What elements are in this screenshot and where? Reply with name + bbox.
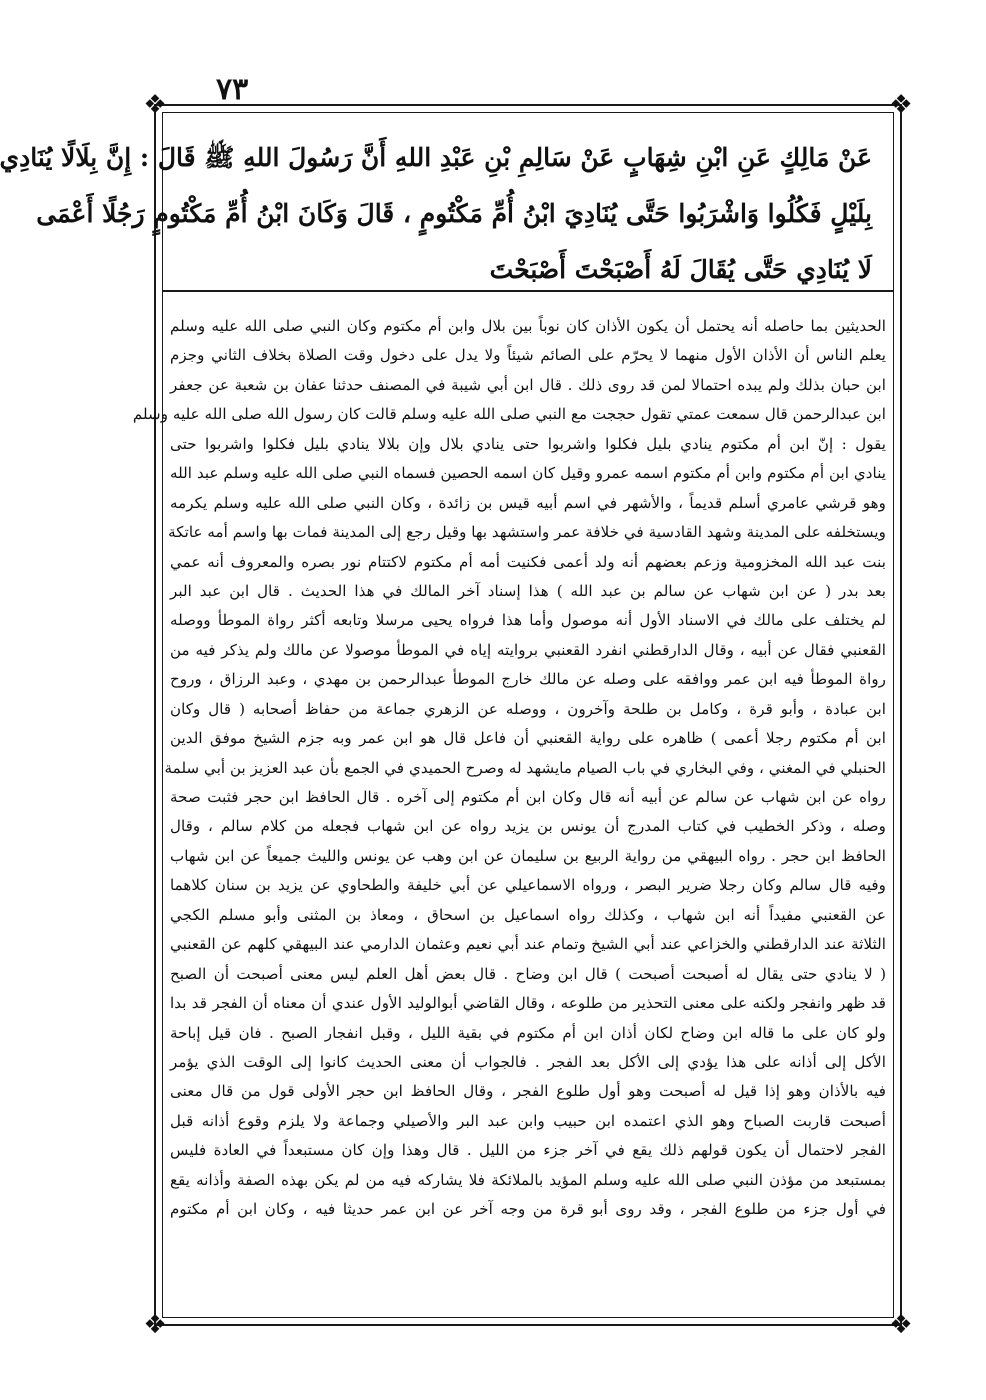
commentary-line: فيه بالأذان وهو إذا قيل له أصبحت وهو أول طلوع الفجر ، وقال الحافظ ابن حجر الأولى قول من قال معنى <box>170 1082 886 1101</box>
commentary-line: الحافظ ابن حجر . رواه البيهقي من رواية الربيع بن سليمان عن ابن وهب عن يونس والليث جميعاً عن ابن شهاب <box>170 846 886 865</box>
commentary-line: بنت عبد الله المخزومية وزعم بعضهم أنه ولد أعمى فكنيت أمه أم مكتوم لاكتتام نور بصره والمعروف أنه عمي <box>170 552 886 571</box>
commentary-line: أصبحت قاربت الصباح وهو الذي اعتمده ابن حبيب وابن عبد البر والأصيلي وجماعة ولا يلزم وقوع أذانه قبل <box>170 1111 886 1130</box>
hadith-text-box <box>0 112 894 292</box>
commentary-line: يعلم الناس أن الأذان الأول منهما لا يحرّم على الصائم شيئاً ولا يدل على دخول وقت الصلاة بخلاف الثاني وجزم <box>170 346 886 365</box>
commentary-line: وهو قرشي عامري أسلم قديماً ، والأشهر في اسم أبيه قيس بن زائدة ، وكان النبي صلى الله عليه وسلم يكرمه <box>170 493 886 512</box>
commentary-line: يقول : إنّ ابن أم مكتوم ينادي بليل فكلوا واشربوا حتى ينادي بلال وإن بلالا ينادي بليل فكلوا واشربوا حتى <box>170 434 886 453</box>
commentary-line: ولو كان على ما قاله ابن وضاح لكان أذان ابن أم مكتوم في بقية الليل ، وقبل انفجار الصبح . فان قيل إباحة <box>170 1023 886 1042</box>
hadith-line: لَا يُنَادِي حَتَّى يُقَالَ لَهُ أَصْبَحْتَ أَصْبَحْتَ <box>489 255 872 284</box>
corner-ornament-icon: ❖ <box>143 90 167 120</box>
commentary-line: ويستخلفه على المدينة وشهد القادسية في خلافة عمر واستشهد بها وقيل رجع إلى المدينة فمات بها واسم أمه عاتكة <box>168 523 886 542</box>
commentary-line: بمستبعد من مؤذن النبي صلى الله عليه وسلم المؤيد بالملائكة فلا يشاركه فيه من لم يكن بهذه الصفة وأذانه يقع <box>170 1170 886 1189</box>
commentary-line: الأكل إلى أذانه على هذا يؤدي إلى الأكل بعد الفجر . فالجواب أن معنى الحديث كانوا إلى الوقت الذي يؤمر <box>170 1052 886 1071</box>
commentary-line: القعنبي فقال عن أبيه ، وقال الدارقطني انفرد القعنبي بروايته إياه في الموطأ موصولا عن مالك ولم يذكر فيه من <box>170 640 886 659</box>
corner-ornament-icon: ❖ <box>143 1310 167 1340</box>
hadith-line: بِلَيْلٍ فَكُلُوا وَاشْرَبُوا حَتَّى يُنَادِيَ ابْنُ أُمِّ مَكْتُومٍ ، قَالَ وَكَانَ ابْنُ أُمِّ مَكْتُومٍ رَجُلًا أَعْمَى <box>36 199 872 228</box>
corner-ornament-icon: ❖ <box>889 90 913 120</box>
commentary-line: رواه عن ابن شهاب عن سالم عن أبيه أنه قال وكان ابن أم مكتوم إلى آخره . قال الحافظ ابن حجر فثبت صحة <box>170 788 886 806</box>
commentary-line: الفجر لاحتمال أن يكون قولهم ذلك يقع في آخر جزء من الليل . قال وهذا وإن كان مستبعداً في العادة فليس <box>170 1141 886 1160</box>
commentary-line: ينادي ابن أم مكتوم وابن أم مكتوم اسمه عمرو وقيل كان اسمه الحصين فسماه النبي صلى الله عليه وسلم عبد الله <box>170 464 886 483</box>
commentary-text <box>132 312 887 1316</box>
commentary-line: رواة الموطأ فيه ابن عمر ووافقه على وصله عن مالك خارج الموطأ عبدالرحمن بن مهدي ، وعبد الرزاق ، وروح <box>170 670 886 689</box>
commentary-line: الحديثين بما حاصله أنه يحتمل أن يكون الأذان كان نوباً بين بلال وابن أم مكتوم وكان النبي صلى الله عليه وسلم <box>170 317 886 335</box>
commentary-line: في أول جزء من طلوع الفجر ، وقد روى أبو قرة من وجه آخر عن ابن عمر حديثا فيه ، وكان ابن أم مكتوم <box>170 1200 886 1219</box>
commentary-line: ابن عبدالرحمن قال سمعت عمتي تقول حججت مع النبي صلى الله عليه وسلم قالت كان رسول الله صلى الله عليه وسلم <box>132 405 886 424</box>
commentary-line: ابن عبادة ، وأبو قرة ، وكامل بن طلحة وآخرون ، ووصله عن الزهري جماعة من حفاظ أصحابه ( قال وكان <box>170 699 886 718</box>
commentary-line: الحنبلي في المغني ، وفي البخاري في باب الصيام مايشهد له وصرح الحميدي في الجمع بأن عبد العزيز بن أبي سلمة <box>164 758 886 777</box>
commentary-line: ابن أم مكتوم رجلا أعمى ) ظاهره على رواية القعنبي أن فاعل قال هو ابن عمر وبه جزم الشيخ موفق الدين <box>170 729 886 748</box>
commentary-line: وفيه قال سالم وكان رجلا ضرير البصر ، ورواه الاسماعيلي عن أبي خليفة والطحاوي عن يزيد بن سنان كلاهما <box>170 876 886 895</box>
corner-ornament-icon: ❖ <box>889 1310 913 1340</box>
commentary-line: لم يختلف على مالك في الاسناد الأول أنه موصول وأما هذا فرواه يحيى مرسلا وتابعه أكثر رواة الموطأ ووصله <box>170 611 886 630</box>
commentary-line: ( لا ينادي حتى يقال له أصبحت أصبحت ) قال ابن وضاح . قال بعض أهل العلم ليس معنى أصبحت أن الصبح <box>170 964 886 983</box>
commentary-line: بعد بدر ( عن ابن شهاب عن سالم بن عبد الله ) هذا إسناد آخر المالك في هذا الحديث . قال ابن عبد البر <box>170 581 886 600</box>
commentary-line: قد ظهر وانفجر ولكنه على معنى التحذير من طلوعه ، وقال القاضي أبوالوليد الأول عندي أن معناه أن الفجر قد بدا <box>170 994 886 1013</box>
commentary-line: وصله ، وذكر الخطيب في كتاب المدرج أن يونس بن يزيد رواه عن ابن شهاب فجعله من كلام سالم ، وقال <box>170 817 886 836</box>
commentary-line: الثلاثة عند الدارقطني والخزاعي عند أبي الشيخ وتمام عند أبي نعيم وعثمان الدارمي عند البيهقي كلهم عن القعنبي <box>170 935 886 954</box>
commentary-line: عن القعنبي مفيداً أنه ابن شهاب ، وكذلك رواه اسماعيل بن اسحاق ، ومعاذ بن المثنى وأبو مسلم الكجي <box>170 905 887 924</box>
hadith-line: عَنْ مَالِكٍ عَنِ ابْنِ شِهَابٍ عَنْ سَالِمِ بْنِ عَبْدِ اللهِ أَنَّ رَسُولَ اللهِ ﷺ قَالَ : إِنَّ بِلَالًا يُنَادِي <box>0 143 872 172</box>
commentary-line: ابن حبان بذلك ولم يبده احتمالا لمن قد روى ذلك . قال ابن أبي شيبة في المصنف حدثنا عفان بن شعبة عن جعفر <box>170 375 886 394</box>
page-number: ٧٣ <box>216 72 249 107</box>
